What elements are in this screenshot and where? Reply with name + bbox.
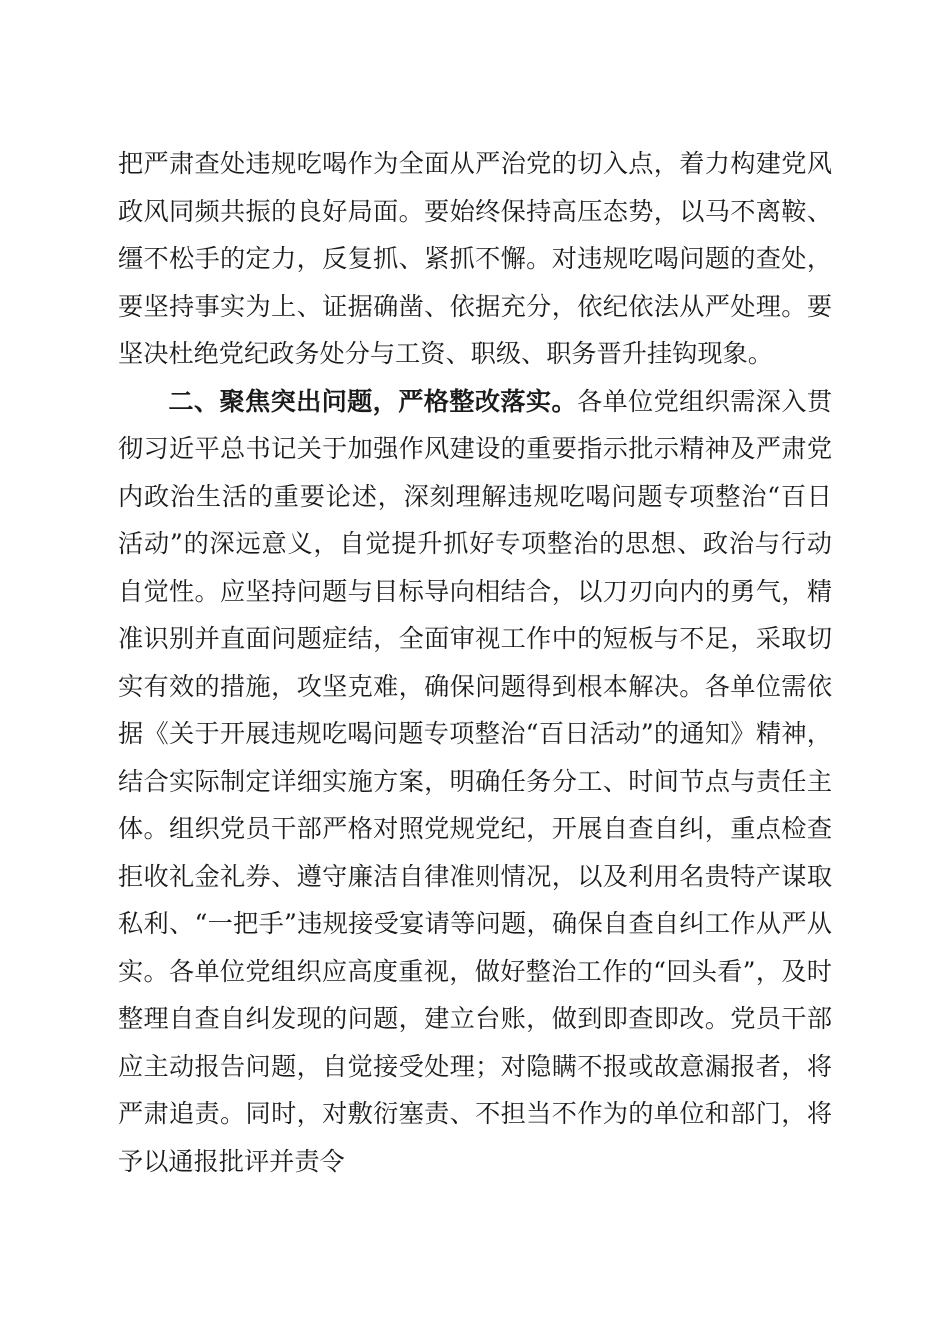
paragraph-text: 各单位党组织需深入贯彻习近平总书记关于加强作风建设的重要指示批示精神及严肃党内政治生活的重要论述，深刻理解违规吃喝问题专项整治“百日活动”的深远意义，自觉提升抓好专项整治的思想、政治与行动自觉性。应坚持问题与目标导向相结合，以刀刃向内的勇气，精准识别并直面问题症结，全面审视工作中的短板与不足，采取切实有效的措施，攻坚克难，确保问题得到根本解决。各单位需依据《关于开展违规吃喝问题专项整治“百日活动”的通知》精神，结合实际制定详细实施方案，明确任务分工、时间节点与责任主体。组织党员干部严格对照党规党纪，开展自查自纠，重点检查拒收礼金礼券、遵守廉洁自律准则情况，以及利用名贵特产谋取私利、“一把手”违规接受宴请等问题，确保自查自纠工作从严从实。各单位党组织应高度重视，做好整治工作的“回头看”，及时整理自查自纠发现的问题，建立台账，做到即查即改。党员干部应主动报告问题，自觉接受处理；对隐瞒不报或故意漏报者，将严肃追责。同时，对敷衍塞责、不担当不作为的单位和部门，将予以通报批评并责令 xyxy=(118,386,833,1176)
paragraph-section-two xyxy=(118,378,832,1186)
section-heading: 二、聚焦突出问题，严格整改落实。 xyxy=(168,386,577,416)
document-body xyxy=(118,140,832,1185)
paragraph-text: 把严肃查处违规吃喝作为全面从严治党的切入点，着力构建党风政风同频共振的良好局面。要始终保持高压态势，以马不离鞍、缰不松手的定力，反复抓、紧抓不懈。对违规吃喝问题的查处，要坚持事实为上、证据确凿、依据充分，依纪依法从严处理。要坚决杜绝党纪政务处分与工资、职级、职务晋升挂钩现象。 xyxy=(118,149,832,368)
paragraph-continuation xyxy=(118,140,832,378)
